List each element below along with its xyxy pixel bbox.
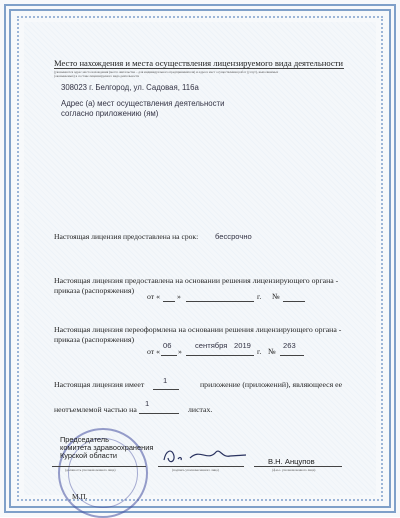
reissue-number: 263 xyxy=(283,341,296,350)
basis-day-line xyxy=(163,301,175,302)
position-line-1: Председатель xyxy=(60,435,109,444)
reissue-number-sign: № xyxy=(268,347,276,356)
basis-year-suffix: г. xyxy=(257,292,262,301)
address-line-2: согласно приложению (ям) xyxy=(61,109,159,118)
appendix-line-2-prefix: неотъемлемой частью на xyxy=(54,405,137,414)
appendix-sheets-line xyxy=(139,413,179,414)
position-caption: (должность уполномоченного лица) xyxy=(65,468,116,472)
signature-drawing xyxy=(160,444,250,468)
position-line-2: комитета здравоохранения xyxy=(60,443,154,452)
reissue-year: 2019 xyxy=(234,341,251,350)
reissue-month: сентября xyxy=(195,341,228,350)
appendix-count-line xyxy=(153,389,179,390)
term-value: бессрочно xyxy=(215,232,252,241)
reissue-day-line xyxy=(161,355,177,356)
basis-from-label: от « xyxy=(147,292,161,301)
caption-line-2: (оказываемых) в составе лицензируемого вида деятельности xyxy=(54,73,140,78)
signer-name: В.Н. Анцупов xyxy=(268,457,315,466)
position-line xyxy=(52,466,146,467)
basis-date-line xyxy=(186,301,254,302)
basis-line-2: приказа (распоряжения) xyxy=(54,286,135,295)
reissue-line-2: приказа (распоряжения) xyxy=(54,335,135,344)
appendix-line-1-suffix: приложение (приложений), являющееся ее xyxy=(200,380,343,389)
appendix-line-2-suffix: листах. xyxy=(188,405,213,414)
caption-line-1: (указываются адрес места нахождения (место жительства – для индивидуального предпринимателя) и адреса мест осуществления работ (услуг), выполняемых xyxy=(54,69,279,74)
section-title: Место нахождения и места осуществления лицензируемого вида деятельности xyxy=(54,58,344,68)
mp-label: М.П. xyxy=(72,492,88,501)
reissue-from-label: от « xyxy=(147,347,161,356)
name-caption: (ф.и.о. уполномоченного лица) xyxy=(272,468,316,472)
reissue-line-1: Настоящая лицензия переоформлена на основании решения лицензирующего органа - xyxy=(54,325,342,334)
sign-caption: (подпись уполномоченного лица) xyxy=(172,468,219,472)
sign-line xyxy=(158,466,244,467)
basis-number-sign: № xyxy=(272,292,280,301)
reissue-date-line xyxy=(186,355,254,356)
name-line xyxy=(254,466,342,467)
term-label: Настоящая лицензия предоставлена на срок: xyxy=(54,232,199,241)
appendix-sheets: 1 xyxy=(145,399,150,408)
reissue-quote-close: » xyxy=(178,347,182,356)
basis-number-line xyxy=(283,301,305,302)
reissue-number-line xyxy=(280,355,304,356)
basis-line-1: Настоящая лицензия предоставлена на основании решения лицензирующего органа - xyxy=(54,276,339,285)
basis-quote-close: » xyxy=(177,292,181,301)
appendix-count: 1 xyxy=(163,376,168,385)
reissue-day: 06 xyxy=(163,341,172,350)
address-main: 308023 г. Белгород, ул. Садовая, 116а xyxy=(61,83,199,92)
reissue-year-suffix: г. xyxy=(257,347,262,356)
appendix-line-1-prefix: Настоящая лицензия имеет xyxy=(54,380,145,389)
position-line-3: Курской области xyxy=(60,451,117,460)
address-line-1: Адрес (а) мест осуществления деятельности xyxy=(61,99,225,108)
